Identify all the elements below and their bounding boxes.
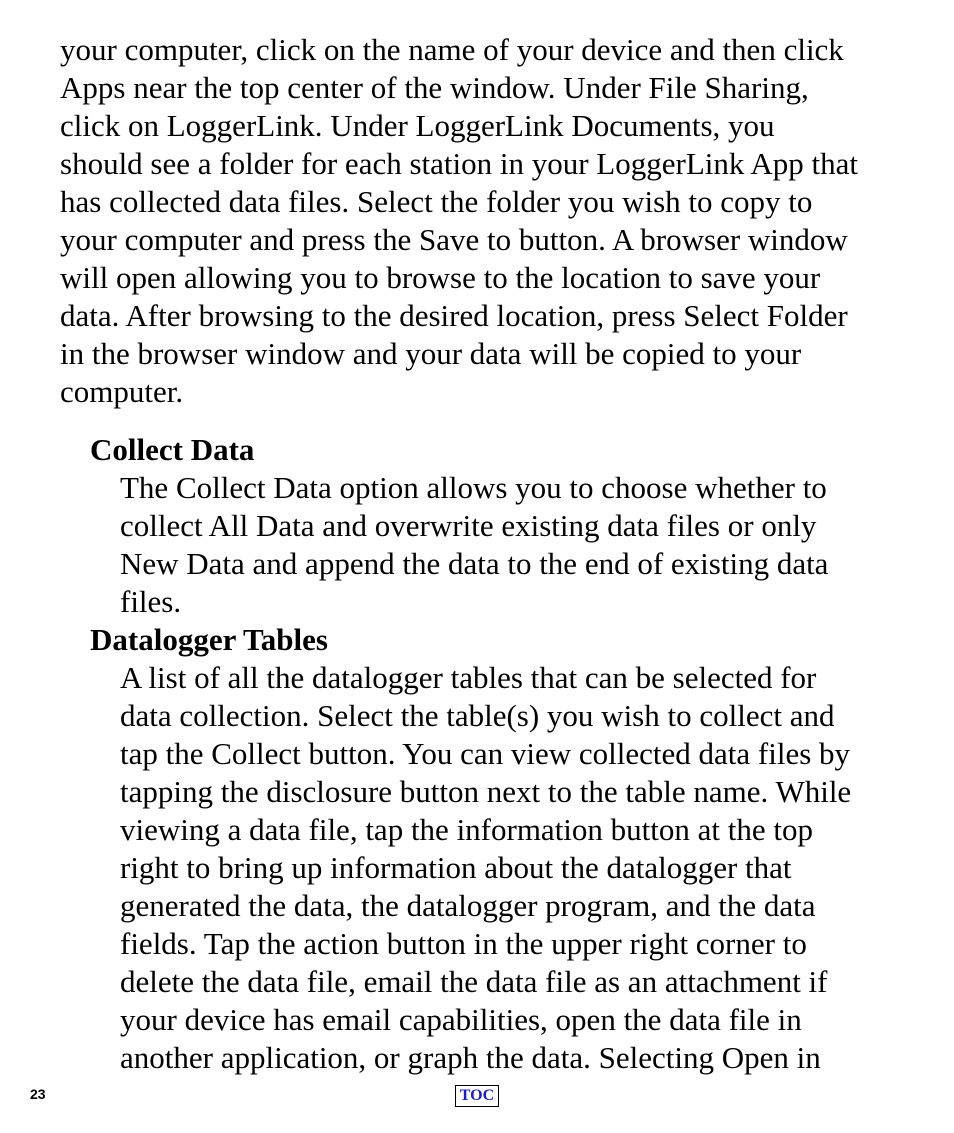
intro-line: in the browser window and your data will be copied to your	[60, 336, 802, 371]
intro-line: click on LoggerLink. Under LoggerLink Documents, you	[60, 108, 775, 143]
datalogger-tables-line: A list of all the datalogger tables that can be selected for	[120, 660, 817, 695]
collect-data-line: The Collect Data option allows you to choose whether to	[120, 470, 827, 505]
collect-data-line: New Data and append the data to the end of existing data	[120, 546, 829, 581]
datalogger-tables-line: delete the data file, email the data file as an attachment if	[120, 964, 828, 999]
collect-data-line: collect All Data and overwrite existing data files or only	[120, 508, 817, 543]
datalogger-tables-line: your device has email capabilities, open the data file in	[120, 1002, 802, 1037]
section-heading-datalogger-tables: Datalogger Tables	[90, 622, 328, 657]
intro-line: has collected data files. Select the folder you wish to copy to	[60, 184, 813, 219]
section-heading-collect-data: Collect Data	[90, 432, 255, 467]
collect-data-line: files.	[120, 584, 182, 619]
datalogger-tables-line: tap the Collect button. You can view collected data files by	[120, 736, 851, 771]
datalogger-tables-line: viewing a data file, tap the information button at the top	[120, 812, 814, 847]
datalogger-tables-line: right to bring up information about the datalogger that	[120, 850, 792, 885]
intro-line: your computer, click on the name of your device and then click	[60, 32, 844, 67]
datalogger-tables-line: fields. Tap the action button in the upper right corner to	[120, 926, 807, 961]
datalogger-tables-line: tapping the disclosure button next to the table name. While	[120, 774, 852, 809]
datalogger-tables-line: another application, or graph the data. Selecting Open in	[120, 1040, 821, 1075]
intro-line: data. After browsing to the desired location, press Select Folder	[60, 298, 848, 333]
intro-line: will open allowing you to browse to the location to save your	[60, 260, 821, 295]
datalogger-tables-line: data collection. Select the table(s) you wish to collect and	[120, 698, 835, 733]
intro-line: should see a folder for each station in your LoggerLink App that	[60, 146, 859, 181]
page-number: 23	[30, 1086, 46, 1102]
intro-line: Apps near the top center of the window. Under File Sharing,	[60, 70, 809, 105]
intro-line: computer.	[60, 374, 184, 409]
datalogger-tables-line: generated the data, the datalogger program, and the data	[120, 888, 816, 923]
toc-link[interactable]: TOC	[455, 1085, 499, 1107]
intro-line: your computer and press the Save to button. A browser window	[60, 222, 848, 257]
